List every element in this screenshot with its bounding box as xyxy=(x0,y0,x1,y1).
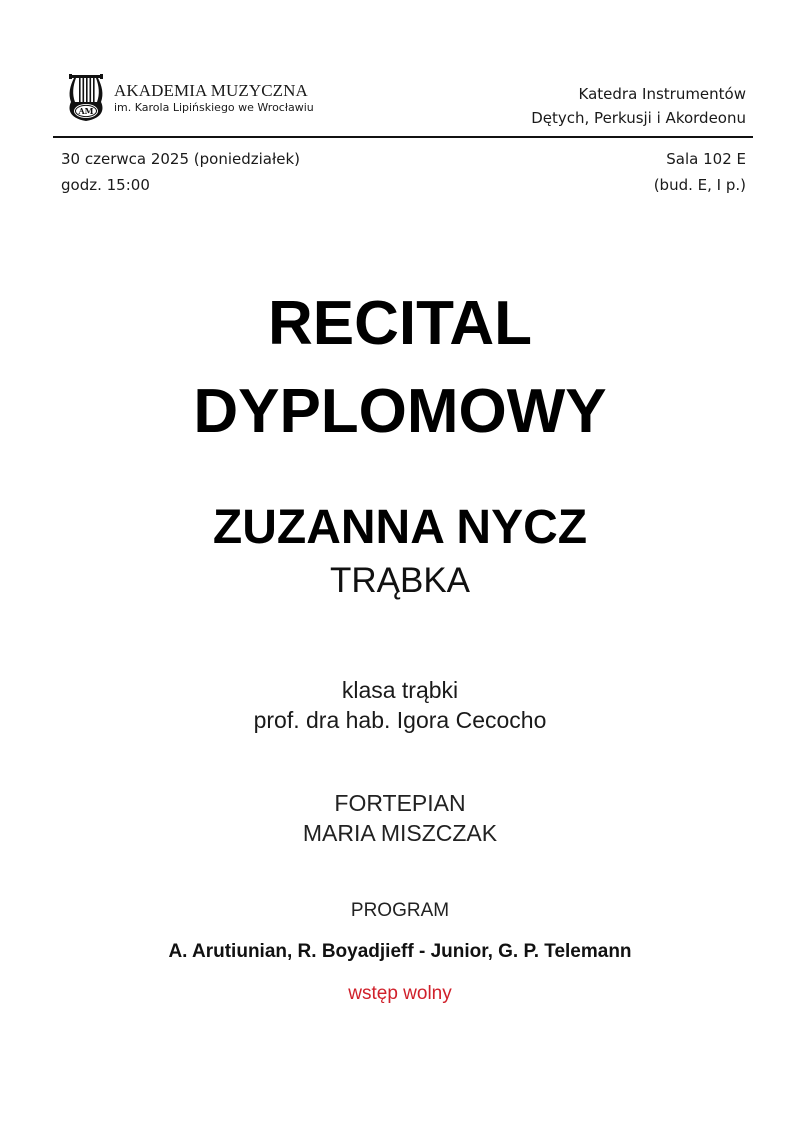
program-composers: A. Arutiunian, R. Boyadjieff - Junior, G. P. Telemann xyxy=(168,941,632,962)
lyre-icon xyxy=(66,72,106,124)
event-location xyxy=(654,146,746,198)
academy-name: AKADEMIA MUZYCZNA xyxy=(114,80,308,100)
accompanist-name: MARIA MISZCZAK xyxy=(302,820,498,846)
svg-text:AM: AM xyxy=(78,106,94,116)
event-building: (bud. E, I p.) xyxy=(653,176,746,194)
event-time: godz. 15:00 xyxy=(61,176,150,194)
event-datetime xyxy=(61,146,300,198)
program-heading: PROGRAM xyxy=(350,900,450,921)
academy-logo xyxy=(66,72,314,124)
department-name xyxy=(531,82,746,130)
title-line-1: RECITAL xyxy=(267,289,533,358)
department-line-2: Dętych, Perkusji i Akordeonu xyxy=(531,109,746,127)
teacher-name: prof. dra hab. Igora Cecocho xyxy=(253,707,547,733)
title-line-2: DYPLOMOWY xyxy=(193,377,607,446)
performer-instrument: TRĄBKA xyxy=(329,561,471,600)
performer-name: ZUZANNA NYCZ xyxy=(212,501,588,554)
class-label: klasa trąbki xyxy=(341,677,459,703)
department-line-1: Katedra Instrumentów xyxy=(578,85,746,103)
academy-subtitle: im. Karola Lipińskiego we Wrocławiu xyxy=(114,100,314,114)
header-divider xyxy=(53,136,753,138)
accompaniment-label: FORTEPIAN xyxy=(334,790,466,816)
event-room: Sala 102 E xyxy=(666,150,746,168)
admission-note: wstęp wolny xyxy=(348,983,452,1004)
event-date: 30 czerwca 2025 (poniedziałek) xyxy=(61,150,301,168)
